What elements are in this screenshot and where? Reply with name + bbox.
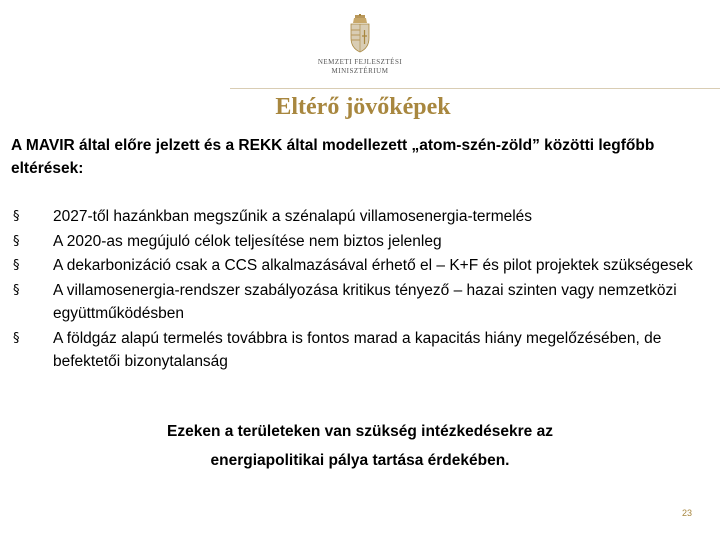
bullet-text: A villamosenergia-rendszer szabályozása kritikus tényező – hazai szinten vagy nemzetközi együttműködésben (53, 281, 677, 322)
list-item (11, 327, 701, 374)
list-item (11, 254, 701, 278)
bullet-text: A földgáz alapú termelés továbbra is fontos marad a kapacitás hiány megelőzésében, de befektetői bizonytalanság (53, 329, 662, 370)
conclusion-line1: Ezeken a területeken van szükség intézkedésekre az (167, 423, 553, 440)
conclusion-line2: energiapolitikai pálya tartása érdekében. (210, 452, 510, 469)
ministry-logo (310, 14, 410, 76)
header-divider (230, 88, 720, 89)
page-title: Eltérő jövőképek (275, 94, 451, 120)
conclusion-text (0, 417, 720, 475)
bullet-text: 2027-től hazánkban megszűnik a szénalapú villamosenergia-termelés (53, 208, 533, 225)
bullet-list (11, 205, 701, 375)
bullet-marker: § (13, 258, 20, 273)
bullet-marker: § (13, 233, 20, 249)
intro-text: A MAVIR által előre jelzett és a REKK által modellezett „atom-szén-zöld” közötti legfőbb eltérések: (11, 137, 655, 177)
list-item (11, 279, 701, 326)
bullet-marker: § (13, 209, 20, 224)
ministry-name-line1: NEMZETI FEJLESZTÉSI (317, 58, 403, 66)
bullet-text: A 2020-as megújuló célok teljesítése nem biztos jelenleg (53, 232, 442, 250)
bullet-marker: § (13, 282, 20, 298)
ministry-name-line2: MINISZTÉRIUM (331, 67, 389, 75)
list-item (11, 230, 701, 254)
page-number: 23 (681, 508, 692, 518)
bullet-marker: § (13, 330, 20, 346)
hungarian-coat-of-arms-icon (346, 14, 374, 54)
list-item (11, 205, 701, 229)
bullet-text: A dekarbonizáció csak a CCS alkalmazásával érhető el – K+F és pilot projektek szükségesek (53, 257, 693, 274)
